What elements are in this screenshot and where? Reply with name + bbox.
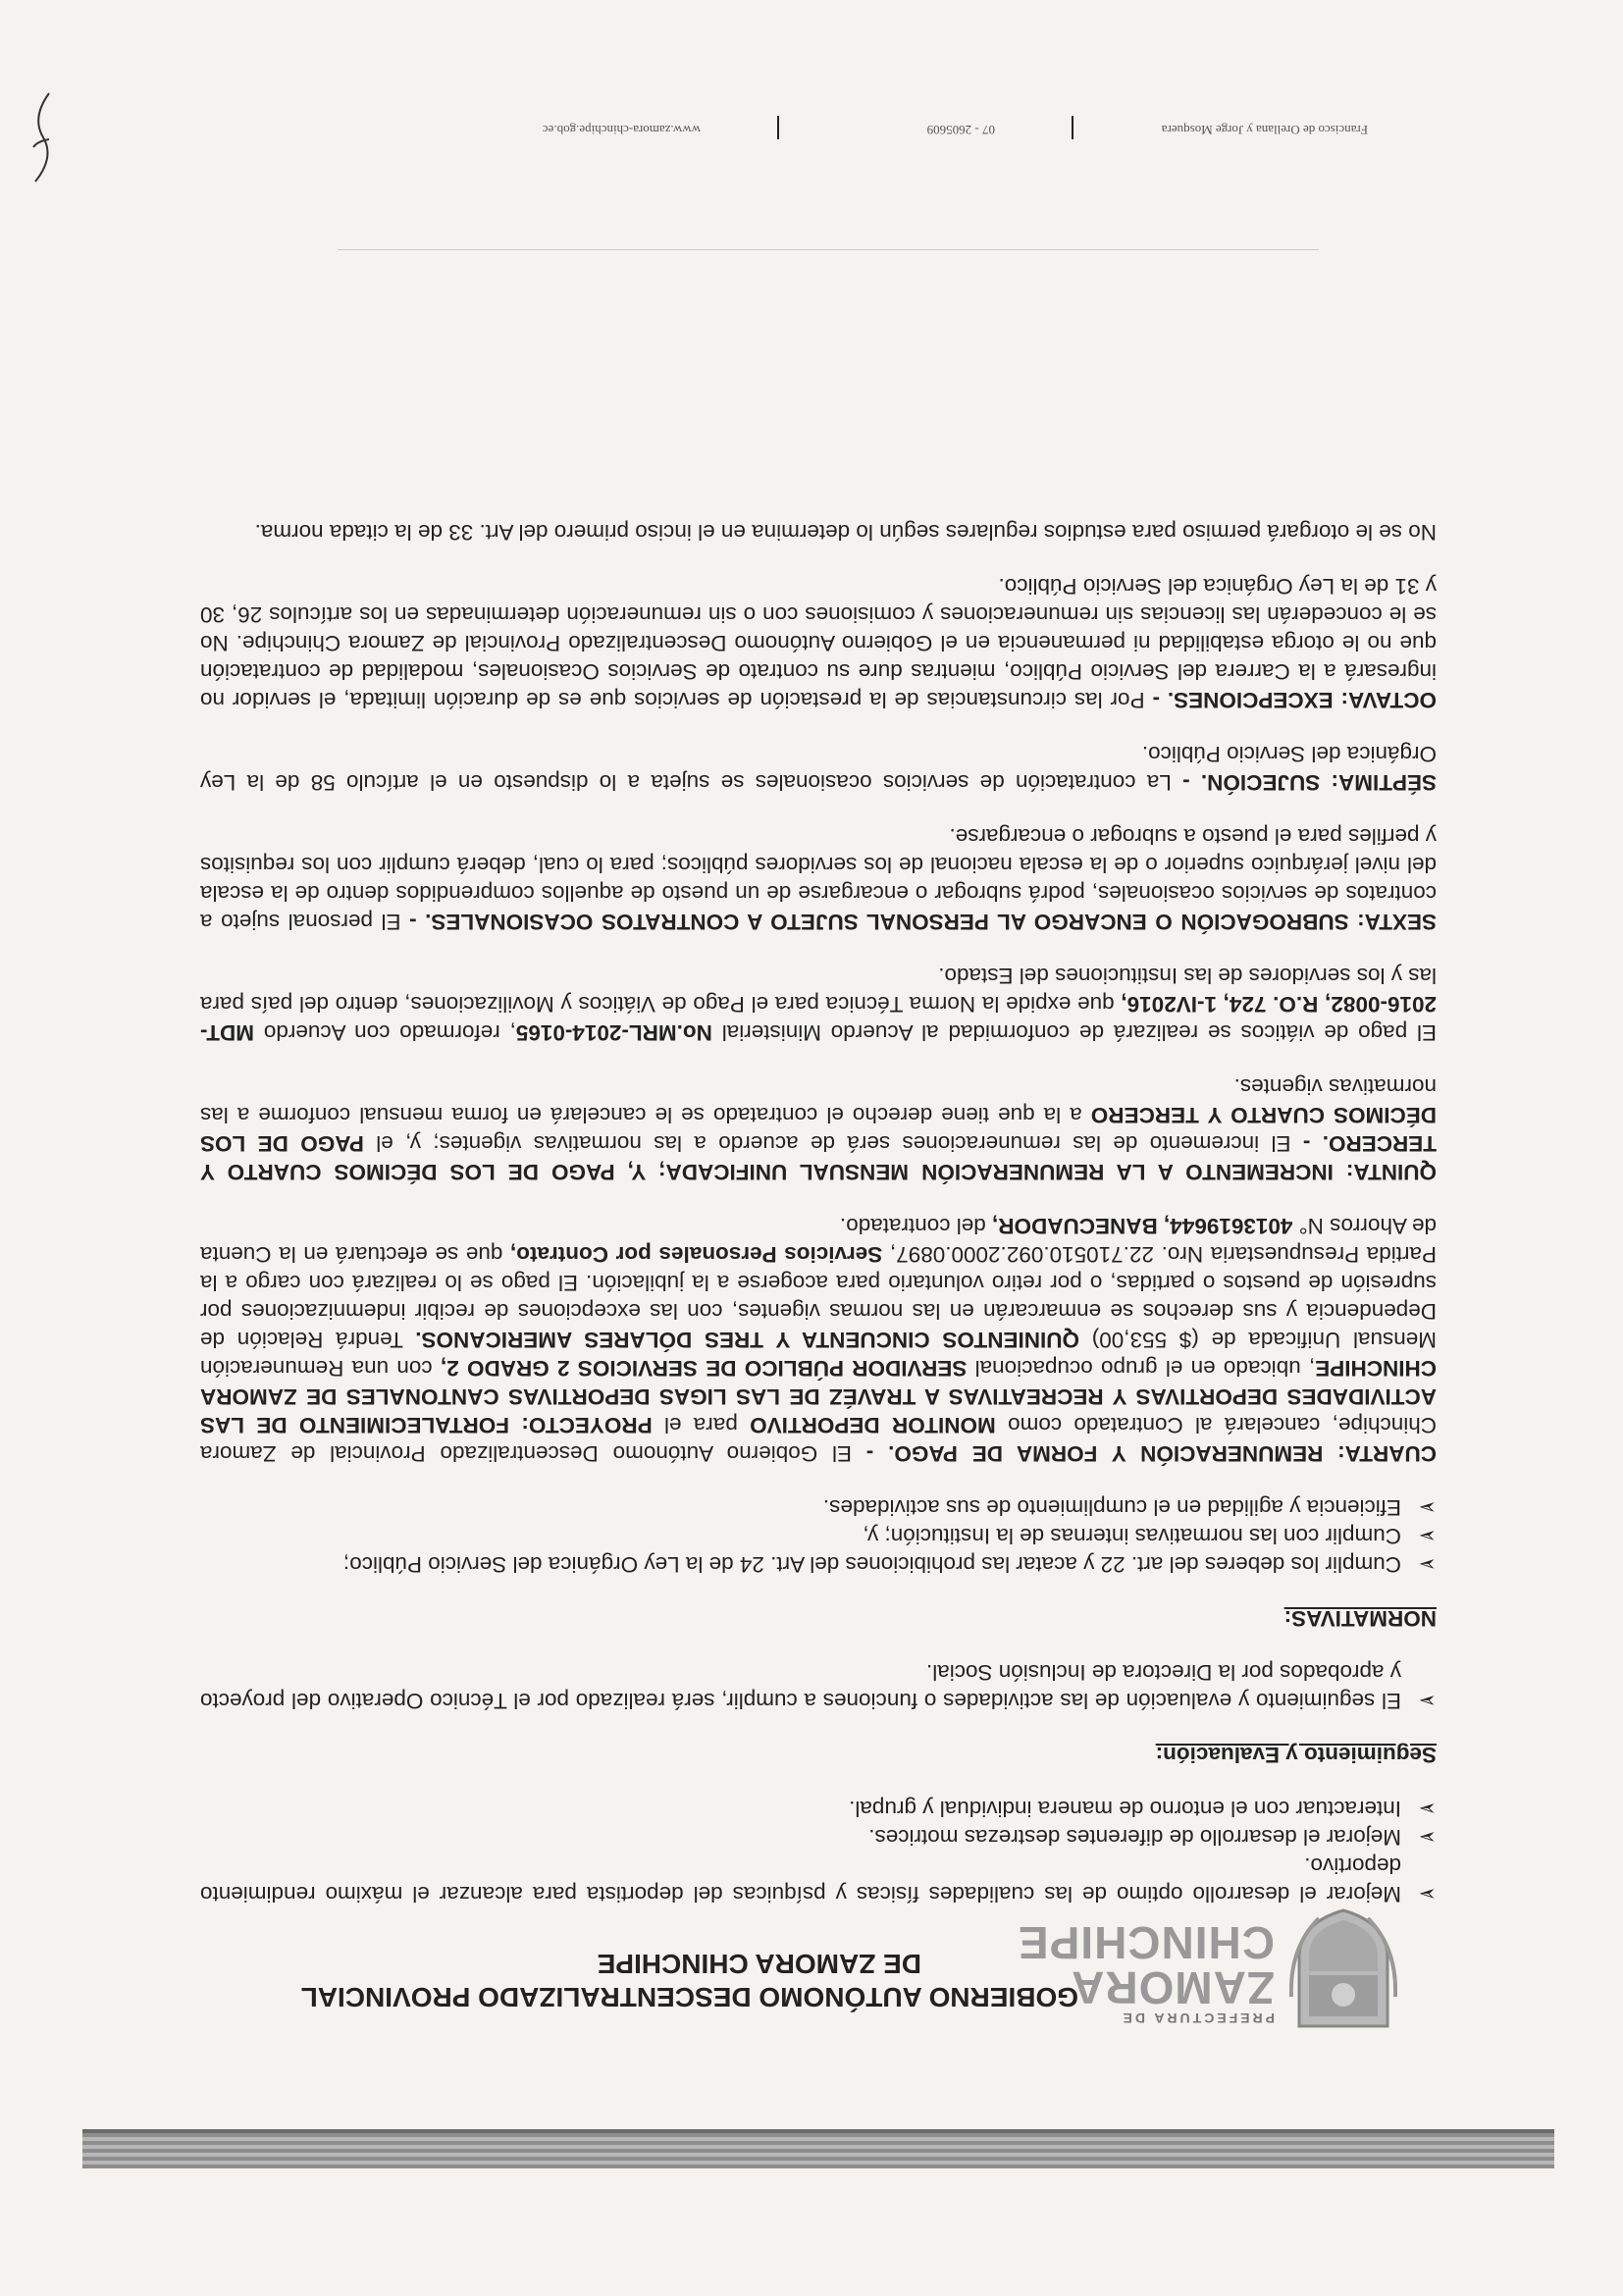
shield-icon	[1289, 1908, 1397, 2036]
list-item-text: Mejorar el desarrollo de diferentes destrezas motrices.	[868, 1825, 1401, 1850]
arrow-bullet-icon: ➢	[1418, 1552, 1437, 1577]
footer-phone: 07 - 2605609	[926, 123, 995, 137]
list-item	[200, 1658, 1437, 1715]
list-item-text: Cumplir con las normativas internas de la Institución; y,	[863, 1524, 1401, 1548]
arrow-bullet-icon: ➢	[1418, 1797, 1437, 1821]
clause-text: El incremento de las remuneraciones será de acuerdo a las normativas vigentes; y, el	[363, 1131, 1303, 1156]
clause-text: La contratación de servicios ocasionales se sujeta a lo dispuesto en el artículo 58 de la Ley Orgánica del Servicio Público.	[200, 742, 1437, 795]
normativas-list	[200, 1493, 1437, 1579]
clause-title: SEXTA: SUBROGACIÓN O ENCARGO AL PERSONAL SUJETO A CONTRATOS OCASIONALES. -	[409, 910, 1437, 934]
clause-quinta	[200, 1072, 1437, 1186]
list-item	[200, 1852, 1437, 1908]
list-item-text: El seguimiento y evaluación de las actividades o funciones a cumplir, será realizado por el Técnico Operativo del proyecto y aprobados por la Directora de Inclusión Social.	[200, 1660, 1401, 1713]
clause-bold-text: 4013619644, BANECUADOR,	[992, 1214, 1293, 1238]
viaticos-paragraph	[200, 962, 1437, 1047]
prefectura-logo	[1017, 1899, 1397, 2036]
seguimiento-list	[200, 1658, 1437, 1715]
clause-text: a la que tiene derecho el contratado se le cancelará en forma mensual conforme a las normativas vigentes.	[199, 1074, 1437, 1127]
clause-title: SÉPTIMA: SUJECIÓN. -	[1182, 770, 1437, 795]
logo-line-1: ZAMORA	[1071, 1962, 1275, 2013]
page-footer	[239, 114, 1368, 137]
clause-octava	[200, 572, 1437, 714]
clause-text: El personal sujeto a contratos de servicios ocasionales, podrá subrogar o encargarse de un puesto de aquellos comprendidos dentro de la escala del nivel jerárquico superior o de la escala nacional de los servidores públicos; para lo cual, deberá cumplir con los requisitos y perfiles para el puesto a subrogar o encargarse.	[199, 824, 1437, 934]
clause-bold-text: No.MRL-2014-0165	[515, 1020, 712, 1045]
footer-divider	[338, 249, 1319, 250]
clause-bold-text: MDT-2016-0082, R.O. 724, 1-IV2016,	[200, 992, 1437, 1045]
list-item-text: Interactuar con el entorno de manera individual y grupal.	[849, 1797, 1401, 1821]
logo-small-text: PREFECTURA DE	[1120, 2010, 1275, 2026]
clause-text: con una Remuneración Mensual Unificada de ($ 553,00)	[199, 1328, 1437, 1381]
clause-title: OCTAVA: EXCEPCIONES. -	[1152, 688, 1437, 712]
footer-separator	[777, 116, 779, 139]
clause-text: Por las circunstancias de la prestación de servicios que es de duración limitada, el servidor no ingresará a la Carrera del Servicio Público, mientras dure su contrato de Servicios Ocasionales, modalidad de contratación que no le otorga estabilidad ni permanencia en el Gobierno Autónomo Descentralizado Provincial de Zamora Chinchipe. No se le concederán las licencias sin remuneraciones y comisiones con o sin remuneración determinadas en los artículos 26, 30 y 31 de la Ley Orgánica del Servicio Público.	[200, 574, 1437, 712]
clause-text: que se efectuará en la Cuenta de Ahorros N°	[199, 1214, 1437, 1267]
clause-bold-text: Servicios Personales por Contrato,	[510, 1242, 883, 1267]
arrow-bullet-icon: ➢	[1418, 1689, 1437, 1713]
list-item	[200, 1522, 1437, 1550]
clause-bold-text: MONITOR DEPORTIVO	[750, 1413, 996, 1437]
clause-cuarta	[200, 1212, 1437, 1468]
objectives-list	[200, 1795, 1437, 1908]
list-item	[200, 1795, 1437, 1823]
arrow-bullet-icon: ➢	[1418, 1495, 1437, 1520]
clause-text: , ubicado en el grupo ocupacional	[967, 1356, 1316, 1381]
arrow-bullet-icon: ➢	[1418, 1882, 1437, 1906]
seguimiento-heading: Seguimiento y Evaluación:	[1155, 1743, 1437, 1767]
list-item-text: Mejorar el desarrollo optimo de las cualidades físicas y psíquicas del deportista para alcanzar el máximo rendimiento deportivo.	[200, 1853, 1401, 1906]
permiso-paragraph: No se le otorgará permiso para estudios regulares según lo determina en el inciso primero del Art. 33 de la citada norma.	[254, 520, 1437, 545]
logo-line-2: CHINCHIPE	[1017, 1917, 1275, 1968]
clause-text: , reformado con Acuerdo	[254, 1020, 516, 1045]
list-item	[200, 1493, 1437, 1522]
clause-title: QUINTA: INCREMENTO A LA REMUNERACIÓN MENSUAL UNIFICADA; Y, PAGO DE LOS DÉCIMOS CUARTO Y TERCERO. -	[200, 1131, 1437, 1184]
footer-website: www.zamora-chinchipe.gob.ec	[542, 123, 701, 137]
org-title-line-2: DE ZAMORA CHINCHIPE	[597, 1949, 921, 1979]
clause-text: El Gobierno Autónomo Descentralizado Provincial de Zamora Chinchipe, cancelará al Contratado como	[200, 1413, 1437, 1466]
clause-text: que expide la Norma Técnica para el Pago de Viáticos y Movilizaciones, dentro del país para las y los servidores de las Instituciones del Estado.	[199, 964, 1437, 1017]
footer-address: Francisco de Orellana y Jorge Mosquera	[1161, 123, 1368, 137]
clause-bold-text: PROYECTO: FORTALECIMIENTO DE LAS ACTIVIDADES DEPORTIVAS Y RECREATIVAS A TRAVÉZ DE LAS LIGAS DEPORTIVAS CANTONALES DE ZAMORA CHINCHIPE	[200, 1356, 1437, 1437]
clause-bold-text: SERVIDOR PÚBLICO DE SERVICIOS 2 GRADO 2,	[440, 1356, 968, 1381]
footer-separator	[1072, 116, 1073, 139]
clause-bold-text: PAGO DE LOS DÉCIMOS CUARTO Y TERCERO	[200, 1103, 1437, 1156]
list-item	[200, 1550, 1437, 1579]
header-band	[82, 2133, 1554, 2168]
list-item	[200, 1823, 1437, 1852]
clause-text: Tendrá Relación de Dependencia y sus derechos se enmarcarán en las normas vigentes, con las excepciones de recibir indemnizaciones por supresión de puestos o partidas, o por retiro voluntario para acogerse a la jubilación. El pago se lo realizará con cargo a la Partida Presupuestaria Nro. 22.710510.092.2000.0897,	[200, 1242, 1437, 1352]
list-item-text: Eficiencia y agilidad en el cumplimiento de sus actividades.	[822, 1495, 1401, 1520]
arrow-bullet-icon: ➢	[1418, 1524, 1437, 1548]
clause-text: El pago de viáticos se realizará de conformidad al Acuerdo Ministerial	[711, 1020, 1437, 1045]
clause-sexta	[200, 822, 1437, 936]
organization-title	[97, 1947, 1078, 2013]
header-rule	[82, 2129, 1554, 2133]
arrow-bullet-icon: ➢	[1418, 1825, 1437, 1850]
clause-bold-text: QUINIENTOS CINCUENTA Y TRES DÓLARES AMERICANOS.	[415, 1328, 1080, 1352]
clause-septima	[200, 740, 1437, 797]
handwritten-mark-icon	[24, 88, 63, 186]
clause-text: para el	[652, 1413, 751, 1437]
org-title-line-1: GOBIERNO AUTÓNOMO DESCENTRALIZADO PROVINCIAL	[300, 1982, 1078, 2012]
clause-title: CUARTA: REMUNERACIÓN Y FORMA DE PAGO. -	[865, 1441, 1437, 1466]
clause-text: del contratado.	[839, 1214, 993, 1238]
document-body	[200, 493, 1437, 1908]
list-item-text: Cumplir los deberes del art. 22 y acatar las prohibiciones del Art. 24 de la Ley Orgánica del Servicio Público;	[342, 1552, 1401, 1577]
normativas-heading: NORMATIVAS:	[1283, 1606, 1437, 1631]
